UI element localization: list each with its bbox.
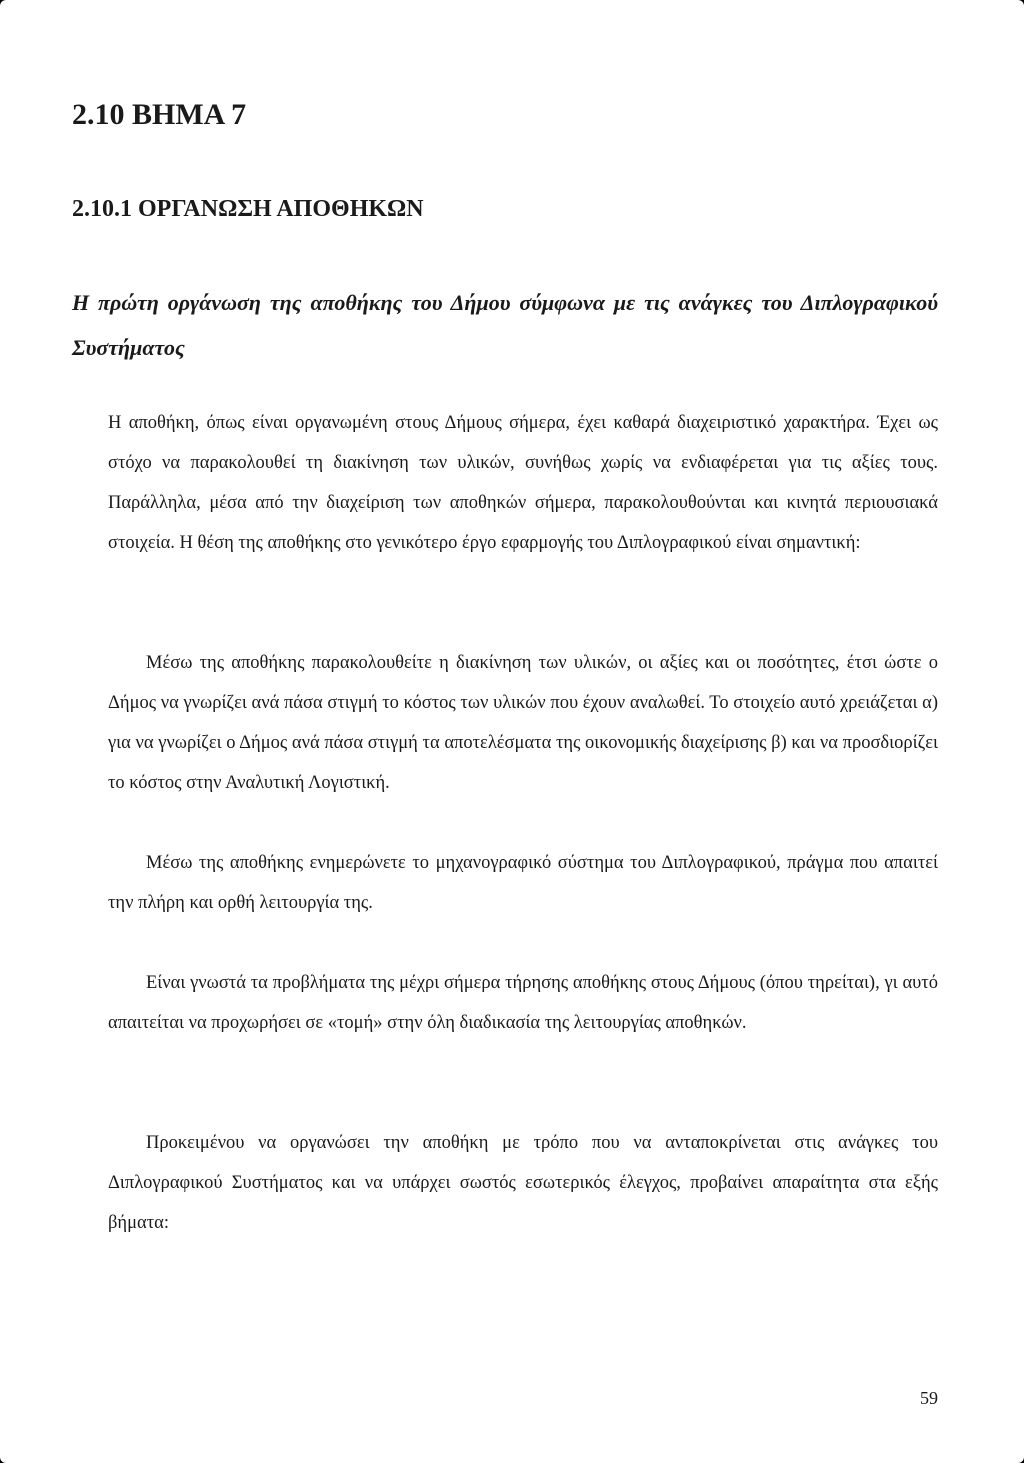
section-heading: 2.10 ΒΗΜΑ 7 — [72, 98, 247, 131]
intro-title: Η πρώτη οργάνωση της αποθήκης του Δήμου σύμφωνα με τις ανάγκες του Διπλογραφικού Συστήματος — [72, 290, 938, 360]
paragraph-5: Προκειμένου να οργανώσει την αποθήκη με τρόπο που να ανταποκρίνεται στις ανάγκες του Διπλογραφικού Συστήματος και να υπάρχει σωστός εσωτερικός έλεγχος, προβαίνει απαραίτητα στα εξής βήματα: — [108, 1133, 938, 1233]
paragraph-4: Είναι γνωστά τα προβλήματα της μέχρι σήμερα τήρησης αποθήκης στους Δήμους (όπου τηρείται), γι αυτό απαιτείται να προχωρήσει σε «τομή» στην όλη διαδικασία της λειτουργίας αποθηκών. — [108, 973, 938, 1033]
paragraph-1: Η αποθήκη, όπως είναι οργανωμένη στους Δήμους σήμερα, έχει καθαρά διαχειριστικό χαρακτήρα. Έχει ως στόχο να παρακολουθεί τη διακίνηση των υλικών, συνήθως χωρίς να ενδιαφέρεται για τις αξίες τους. Παράλληλα, μέσα από την διαχείριση των αποθηκών σήμερα, παρακολουθούνται και κινητά περιουσιακά στοιχεία. Η θέση της αποθήκης στο γενικότερο έργο εφαρμογής του Διπλογραφικού είναι σημαντική: — [108, 413, 938, 553]
subsection-heading: 2.10.1 ΟΡΓΑΝΩΣΗ ΑΠΟΘΗΚΩΝ — [72, 196, 424, 222]
paragraph-3: Μέσω της αποθήκης ενημερώνετε το μηχανογραφικό σύστημα του Διπλογραφικού, πράγμα που απαιτεί την πλήρη και ορθή λειτουργία της. — [108, 853, 938, 913]
paragraph-2: Μέσω της αποθήκης παρακολουθείτε η διακίνηση των υλικών, οι αξίες και οι ποσότητες, έτσι ώστε ο Δήμος να γνωρίζει ανά πάσα στιγμή το κόστος των υλικών που έχουν αναλωθεί. Το στοιχείο αυτό χρειάζεται α) για να γνωρίζει ο Δήμος ανά πάσα στιγμή τα αποτελέσματα της οικονομικής διαχείρισης β) και να προσδιορίζει το κόστος στην Αναλυτική Λογιστική. — [108, 653, 938, 793]
page-number: 59 — [920, 1388, 938, 1408]
